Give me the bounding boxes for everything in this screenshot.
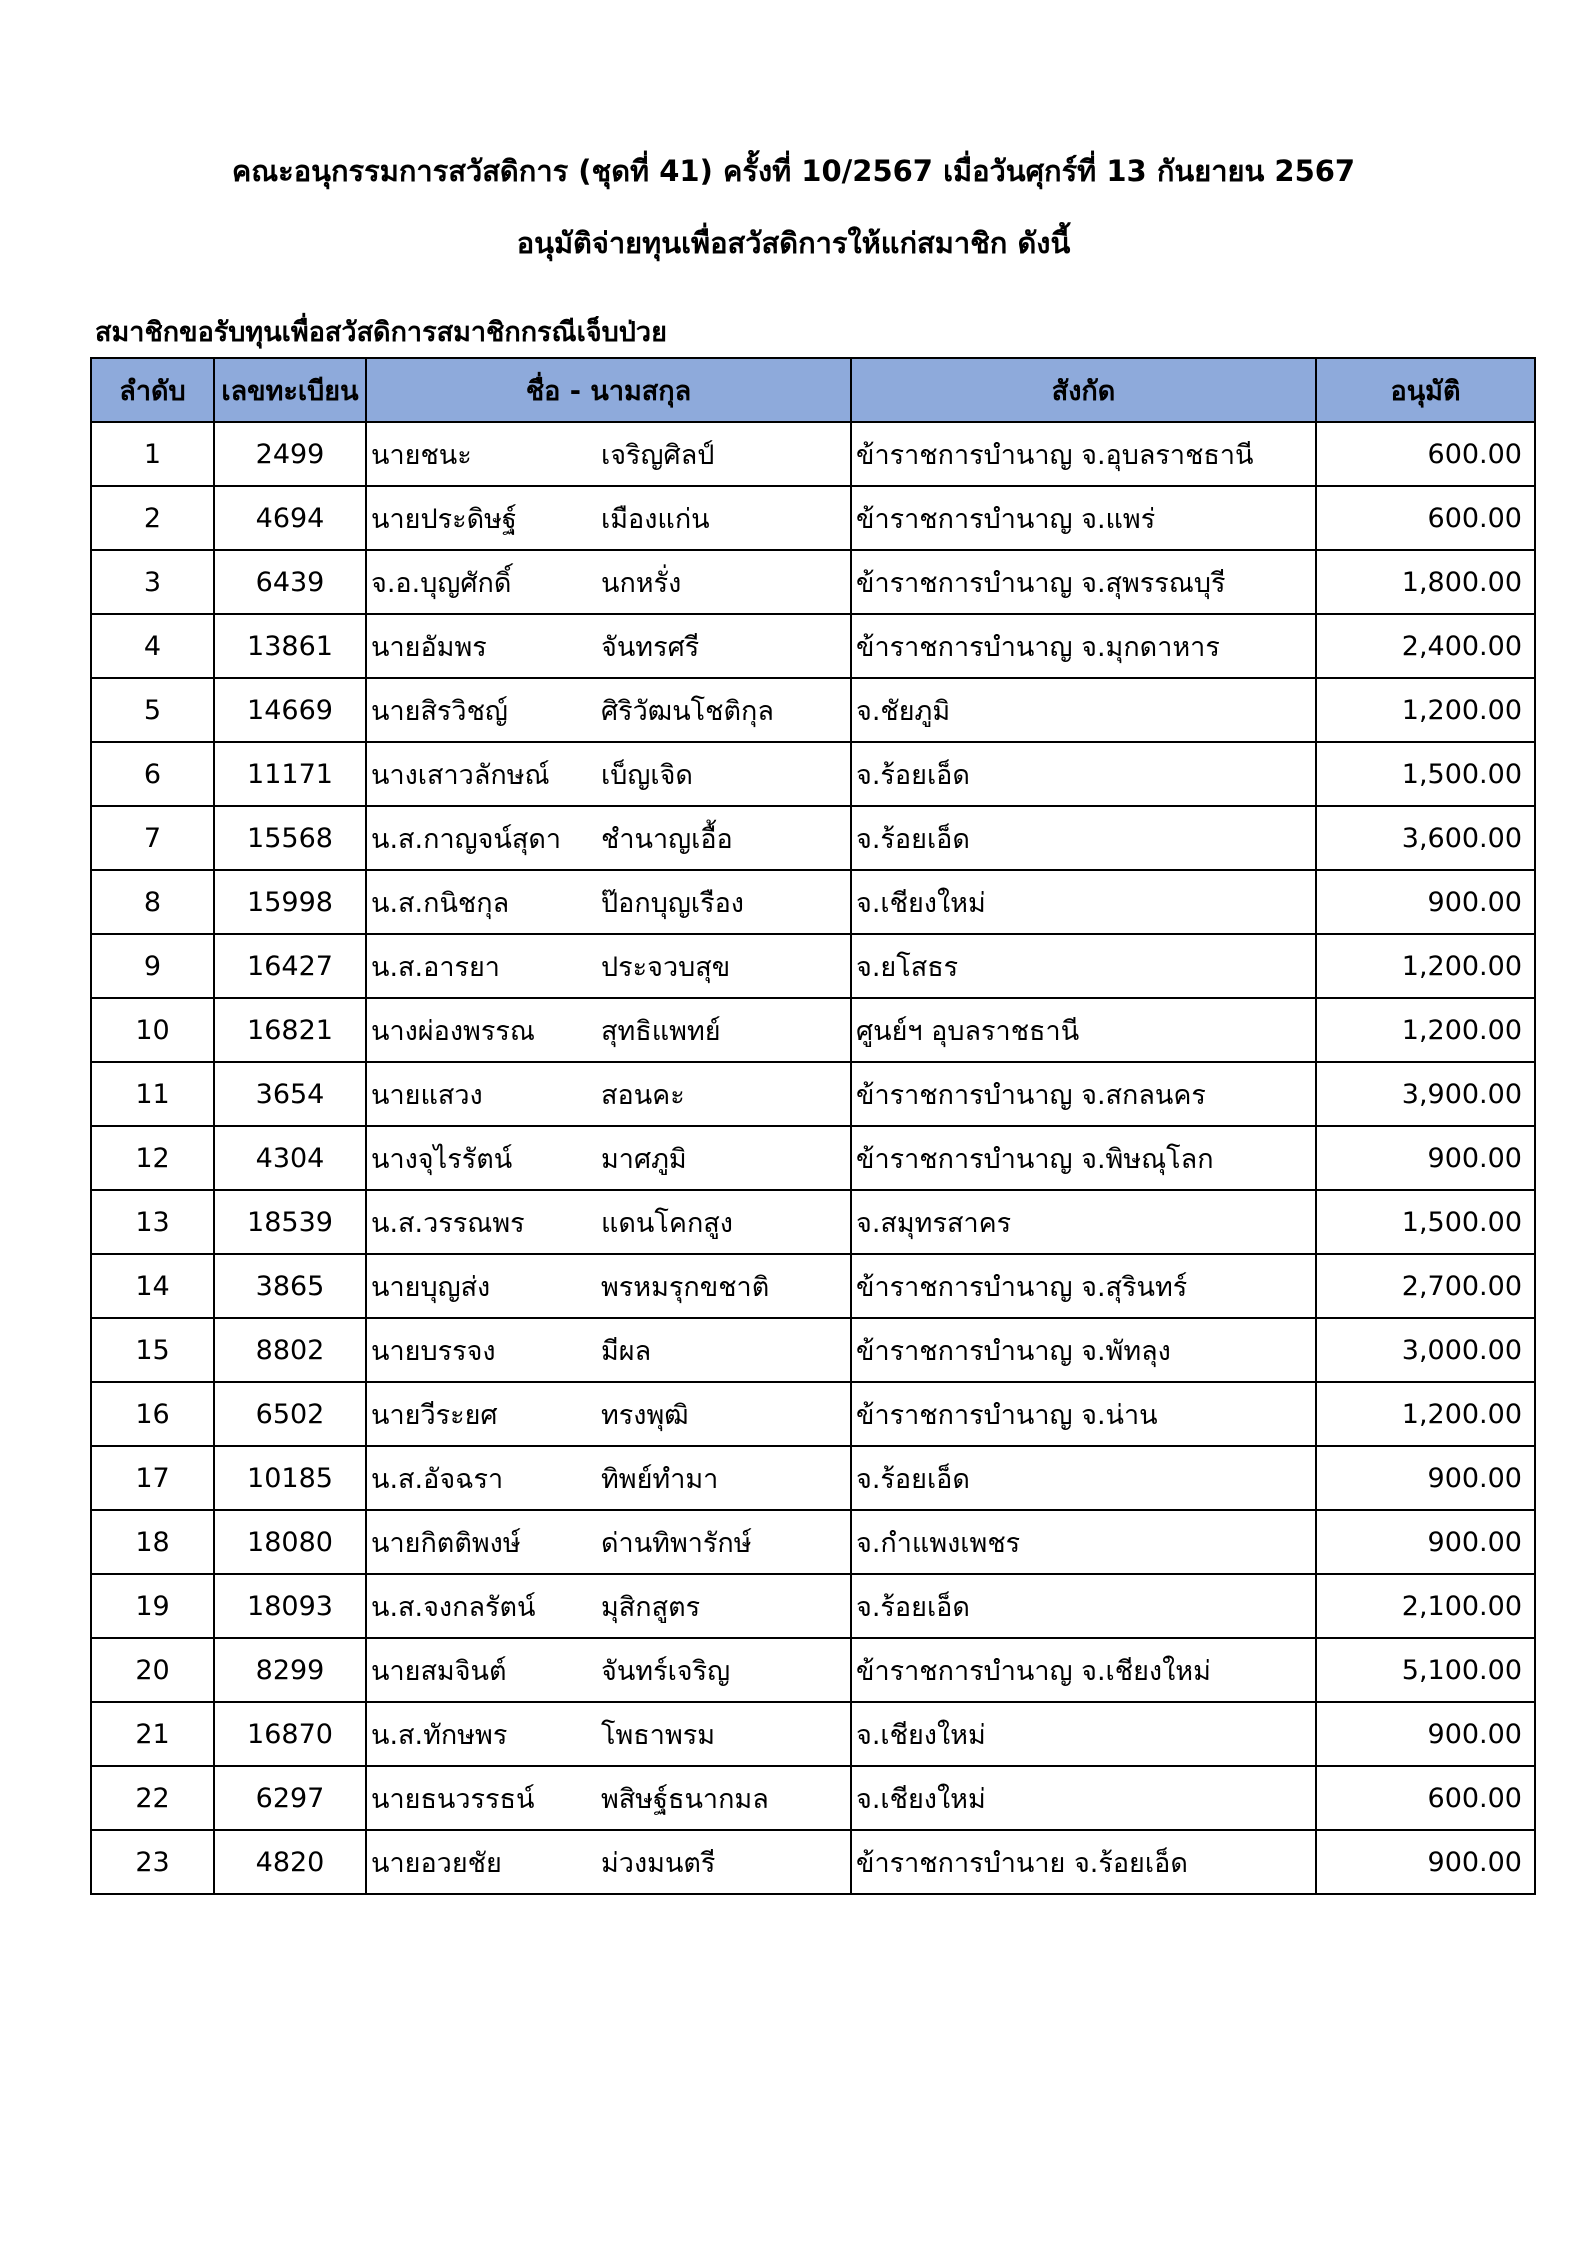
cell-no: 2 xyxy=(91,486,214,550)
cell-reg: 10185 xyxy=(214,1446,366,1510)
last-name: สุทธิแพทย์ xyxy=(601,1015,721,1047)
cell-name xyxy=(366,678,851,742)
cell-affiliation: จ.ชัยภูมิ xyxy=(851,678,1316,742)
cell-name xyxy=(366,1766,851,1830)
document-title: คณะอนุกรรมการสวัสดิการ (ชุดที่ 41) ครั้งที่ 10/2567 เมื่อวันศุกร์ที่ 13 กันยายน 2567 xyxy=(231,154,1356,188)
cell-reg: 11171 xyxy=(214,742,366,806)
cell-no: 16 xyxy=(91,1382,214,1446)
table-row xyxy=(91,550,1535,614)
last-name: มุสิกสูตร xyxy=(601,1591,701,1623)
last-name: ป๊อกบุญเรือง xyxy=(601,887,744,919)
header-reg: เลขทะเบียน xyxy=(214,358,366,422)
first-name: นายแสวง xyxy=(371,1079,483,1111)
cell-amount: 1,200.00 xyxy=(1316,998,1535,1062)
last-name: ประจวบสุข xyxy=(601,951,731,983)
cell-amount: 2,700.00 xyxy=(1316,1254,1535,1318)
table-row xyxy=(91,678,1535,742)
cell-reg: 2499 xyxy=(214,422,366,486)
cell-amount: 600.00 xyxy=(1316,486,1535,550)
cell-reg: 6439 xyxy=(214,550,366,614)
last-name: มาศภูมิ xyxy=(601,1143,687,1175)
last-name: นกหรั่ง xyxy=(601,567,682,599)
cell-amount: 2,100.00 xyxy=(1316,1574,1535,1638)
cell-reg: 13861 xyxy=(214,614,366,678)
cell-name xyxy=(366,742,851,806)
cell-affiliation: ข้าราชการบำนาญ จ.เชียงใหม่ xyxy=(851,1638,1316,1702)
first-name: นางผ่องพรรณ xyxy=(371,1015,535,1047)
last-name: พรหมรุกขชาติ xyxy=(601,1271,770,1303)
cell-amount: 1,500.00 xyxy=(1316,742,1535,806)
first-name: นายประดิษฐ์ xyxy=(371,503,517,535)
cell-name xyxy=(366,806,851,870)
cell-affiliation: จ.สมุทรสาคร xyxy=(851,1190,1316,1254)
table-row xyxy=(91,1318,1535,1382)
cell-amount: 3,000.00 xyxy=(1316,1318,1535,1382)
cell-name xyxy=(366,1126,851,1190)
cell-reg: 3654 xyxy=(214,1062,366,1126)
last-name: พสิษฐ์ธนากมล xyxy=(601,1783,769,1815)
cell-no: 23 xyxy=(91,1830,214,1894)
approval-table xyxy=(90,357,1536,1895)
cell-name xyxy=(366,1446,851,1510)
cell-affiliation: ข้าราชการบำนาญ จ.สุรินทร์ xyxy=(851,1254,1316,1318)
cell-no: 19 xyxy=(91,1574,214,1638)
cell-affiliation: จ.ยโสธร xyxy=(851,934,1316,998)
cell-affiliation: จ.เชียงใหม่ xyxy=(851,870,1316,934)
cell-amount: 900.00 xyxy=(1316,1126,1535,1190)
cell-no: 17 xyxy=(91,1446,214,1510)
table-row xyxy=(91,1510,1535,1574)
cell-reg: 14669 xyxy=(214,678,366,742)
cell-amount: 3,900.00 xyxy=(1316,1062,1535,1126)
document-subtitle: อนุมัติจ่ายทุนเพื่อสวัสดิการให้แก่สมาชิก ดังนี้ xyxy=(516,226,1071,260)
cell-affiliation: ข้าราชการบำนาญ จ.พิษณุโลก xyxy=(851,1126,1316,1190)
cell-amount: 1,200.00 xyxy=(1316,678,1535,742)
first-name: นายวีระยศ xyxy=(371,1399,498,1431)
cell-no: 1 xyxy=(91,422,214,486)
cell-no: 15 xyxy=(91,1318,214,1382)
cell-affiliation: ศูนย์ฯ อุบลราชธานี xyxy=(851,998,1316,1062)
cell-amount: 600.00 xyxy=(1316,1766,1535,1830)
last-name: ด่านทิพารักษ์ xyxy=(601,1527,752,1559)
cell-name xyxy=(366,1254,851,1318)
cell-no: 21 xyxy=(91,1702,214,1766)
cell-amount: 3,600.00 xyxy=(1316,806,1535,870)
last-name: สอนคะ xyxy=(601,1079,685,1111)
cell-no: 20 xyxy=(91,1638,214,1702)
first-name: นางเสาวลักษณ์ xyxy=(371,759,550,791)
cell-name xyxy=(366,998,851,1062)
cell-name xyxy=(366,1574,851,1638)
last-name: โพธาพรม xyxy=(601,1719,716,1751)
cell-name xyxy=(366,1638,851,1702)
cell-no: 10 xyxy=(91,998,214,1062)
first-name: น.ส.อัจฉรา xyxy=(371,1463,504,1495)
first-name: นางจุไรรัตน์ xyxy=(371,1143,513,1175)
cell-reg: 15998 xyxy=(214,870,366,934)
last-name: ศิริวัฒนโชติกุล xyxy=(601,695,774,727)
cell-name xyxy=(366,422,851,486)
table-row xyxy=(91,486,1535,550)
cell-no: 22 xyxy=(91,1766,214,1830)
table-body xyxy=(91,422,1535,1894)
cell-reg: 6297 xyxy=(214,1766,366,1830)
cell-amount: 900.00 xyxy=(1316,1702,1535,1766)
table-row xyxy=(91,1190,1535,1254)
cell-name xyxy=(366,486,851,550)
cell-no: 8 xyxy=(91,870,214,934)
table-row xyxy=(91,1830,1535,1894)
first-name: นายสิรวิชญ์ xyxy=(371,695,508,727)
cell-reg: 16821 xyxy=(214,998,366,1062)
header-approved: อนุมัติ xyxy=(1316,358,1535,422)
table-row xyxy=(91,1254,1535,1318)
table-row xyxy=(91,742,1535,806)
last-name: แดนโคกสูง xyxy=(601,1207,733,1239)
first-name: จ.อ.บุญศักดิ์ xyxy=(371,567,512,599)
cell-reg: 6502 xyxy=(214,1382,366,1446)
cell-amount: 5,100.00 xyxy=(1316,1638,1535,1702)
header-affiliation: สังกัด xyxy=(851,358,1316,422)
table-header-row xyxy=(91,358,1535,422)
cell-affiliation: ข้าราชการบำนาญ จ.สกลนคร xyxy=(851,1062,1316,1126)
cell-no: 3 xyxy=(91,550,214,614)
cell-reg: 4694 xyxy=(214,486,366,550)
table-row xyxy=(91,806,1535,870)
cell-amount: 1,800.00 xyxy=(1316,550,1535,614)
table-row xyxy=(91,422,1535,486)
cell-amount: 1,500.00 xyxy=(1316,1190,1535,1254)
first-name: นายกิตติพงษ์ xyxy=(371,1527,521,1559)
table-row xyxy=(91,1702,1535,1766)
cell-reg: 18080 xyxy=(214,1510,366,1574)
first-name: น.ส.อารยา xyxy=(371,951,500,983)
table-row xyxy=(91,934,1535,998)
first-name: นายธนวรรธน์ xyxy=(371,1783,535,1815)
cell-affiliation: ข้าราชการบำนาญ จ.อุบลราชธานี xyxy=(851,422,1316,486)
cell-reg: 3865 xyxy=(214,1254,366,1318)
cell-amount: 900.00 xyxy=(1316,870,1535,934)
cell-affiliation: จ.เชียงใหม่ xyxy=(851,1702,1316,1766)
cell-reg: 18093 xyxy=(214,1574,366,1638)
cell-no: 9 xyxy=(91,934,214,998)
first-name: นายอวยชัย xyxy=(371,1847,502,1879)
cell-amount: 900.00 xyxy=(1316,1446,1535,1510)
table-row xyxy=(91,1766,1535,1830)
cell-amount: 900.00 xyxy=(1316,1510,1535,1574)
last-name: เบ็ญเจิด xyxy=(601,759,693,791)
first-name: น.ส.จงกลรัตน์ xyxy=(371,1591,536,1623)
cell-no: 12 xyxy=(91,1126,214,1190)
first-name: นายสมจินต์ xyxy=(371,1655,507,1687)
first-name: นายชนะ xyxy=(371,439,472,471)
cell-no: 13 xyxy=(91,1190,214,1254)
cell-reg: 15568 xyxy=(214,806,366,870)
last-name: ชำนาญเอื้อ xyxy=(601,823,733,855)
table-row xyxy=(91,1126,1535,1190)
cell-affiliation: จ.เชียงใหม่ xyxy=(851,1766,1316,1830)
header-name: ชื่อ - นามสกุล xyxy=(366,358,851,422)
cell-reg: 16427 xyxy=(214,934,366,998)
cell-no: 5 xyxy=(91,678,214,742)
last-name: เมืองแก่น xyxy=(601,503,710,535)
cell-amount: 1,200.00 xyxy=(1316,934,1535,998)
last-name: จันทรศรี xyxy=(601,631,700,663)
cell-no: 4 xyxy=(91,614,214,678)
table-row xyxy=(91,998,1535,1062)
cell-affiliation: ข้าราชการบำนาญ จ.มุกดาหาร xyxy=(851,614,1316,678)
cell-affiliation: จ.ร้อยเอ็ด xyxy=(851,1574,1316,1638)
last-name: จันทร์เจริญ xyxy=(601,1655,731,1687)
first-name: นายบุญส่ง xyxy=(371,1271,491,1303)
last-name: ทิพย์ทำมา xyxy=(601,1463,719,1495)
cell-reg: 8802 xyxy=(214,1318,366,1382)
cell-no: 7 xyxy=(91,806,214,870)
cell-affiliation: จ.ร้อยเอ็ด xyxy=(851,806,1316,870)
table-row xyxy=(91,1638,1535,1702)
cell-name xyxy=(366,614,851,678)
table-row xyxy=(91,1382,1535,1446)
cell-affiliation: ข้าราชการบำนาย จ.ร้อยเอ็ด xyxy=(851,1830,1316,1894)
cell-no: 6 xyxy=(91,742,214,806)
header-no: ลำดับ xyxy=(91,358,214,422)
last-name: ม่วงมนตรี xyxy=(601,1847,716,1879)
first-name: นายบรรจง xyxy=(371,1335,496,1367)
cell-amount: 900.00 xyxy=(1316,1830,1535,1894)
first-name: น.ส.วรรณพร xyxy=(371,1207,525,1239)
last-name: ทรงพุฒิ xyxy=(601,1399,689,1431)
cell-name xyxy=(366,1382,851,1446)
table-row xyxy=(91,1574,1535,1638)
table-row xyxy=(91,1062,1535,1126)
last-name: เจริญศิลป์ xyxy=(601,439,715,471)
cell-affiliation: ข้าราชการบำนาญ จ.สุพรรณบุรี xyxy=(851,550,1316,614)
first-name: นายอัมพร xyxy=(371,631,487,663)
cell-name xyxy=(366,934,851,998)
table-row xyxy=(91,614,1535,678)
cell-name xyxy=(366,1510,851,1574)
table-row xyxy=(91,1446,1535,1510)
cell-no: 11 xyxy=(91,1062,214,1126)
cell-name xyxy=(366,1190,851,1254)
cell-affiliation: ข้าราชการบำนาญ จ.แพร่ xyxy=(851,486,1316,550)
cell-no: 14 xyxy=(91,1254,214,1318)
cell-reg: 4304 xyxy=(214,1126,366,1190)
cell-reg: 18539 xyxy=(214,1190,366,1254)
cell-name xyxy=(366,1830,851,1894)
cell-affiliation: จ.กำแพงเพชร xyxy=(851,1510,1316,1574)
first-name: น.ส.ทักษพร xyxy=(371,1719,508,1751)
cell-amount: 600.00 xyxy=(1316,422,1535,486)
first-name: น.ส.กนิชกุล xyxy=(371,887,510,919)
cell-no: 18 xyxy=(91,1510,214,1574)
cell-reg: 4820 xyxy=(214,1830,366,1894)
cell-name xyxy=(366,1062,851,1126)
last-name: มีผล xyxy=(601,1335,652,1367)
cell-name xyxy=(366,1702,851,1766)
cell-affiliation: ข้าราชการบำนาญ จ.น่าน xyxy=(851,1382,1316,1446)
cell-reg: 8299 xyxy=(214,1638,366,1702)
cell-name xyxy=(366,550,851,614)
table-row xyxy=(91,870,1535,934)
cell-amount: 1,200.00 xyxy=(1316,1382,1535,1446)
cell-affiliation: จ.ร้อยเอ็ด xyxy=(851,742,1316,806)
cell-affiliation: ข้าราชการบำนาญ จ.พัทลุง xyxy=(851,1318,1316,1382)
first-name: น.ส.กาญจน์สุดา xyxy=(371,823,562,855)
cell-affiliation: จ.ร้อยเอ็ด xyxy=(851,1446,1316,1510)
cell-name xyxy=(366,1318,851,1382)
cell-name xyxy=(366,870,851,934)
section-title: สมาชิกขอรับทุนเพื่อสวัสดิการสมาชิกกรณีเจ็บป่วย xyxy=(95,317,667,348)
cell-reg: 16870 xyxy=(214,1702,366,1766)
cell-amount: 2,400.00 xyxy=(1316,614,1535,678)
